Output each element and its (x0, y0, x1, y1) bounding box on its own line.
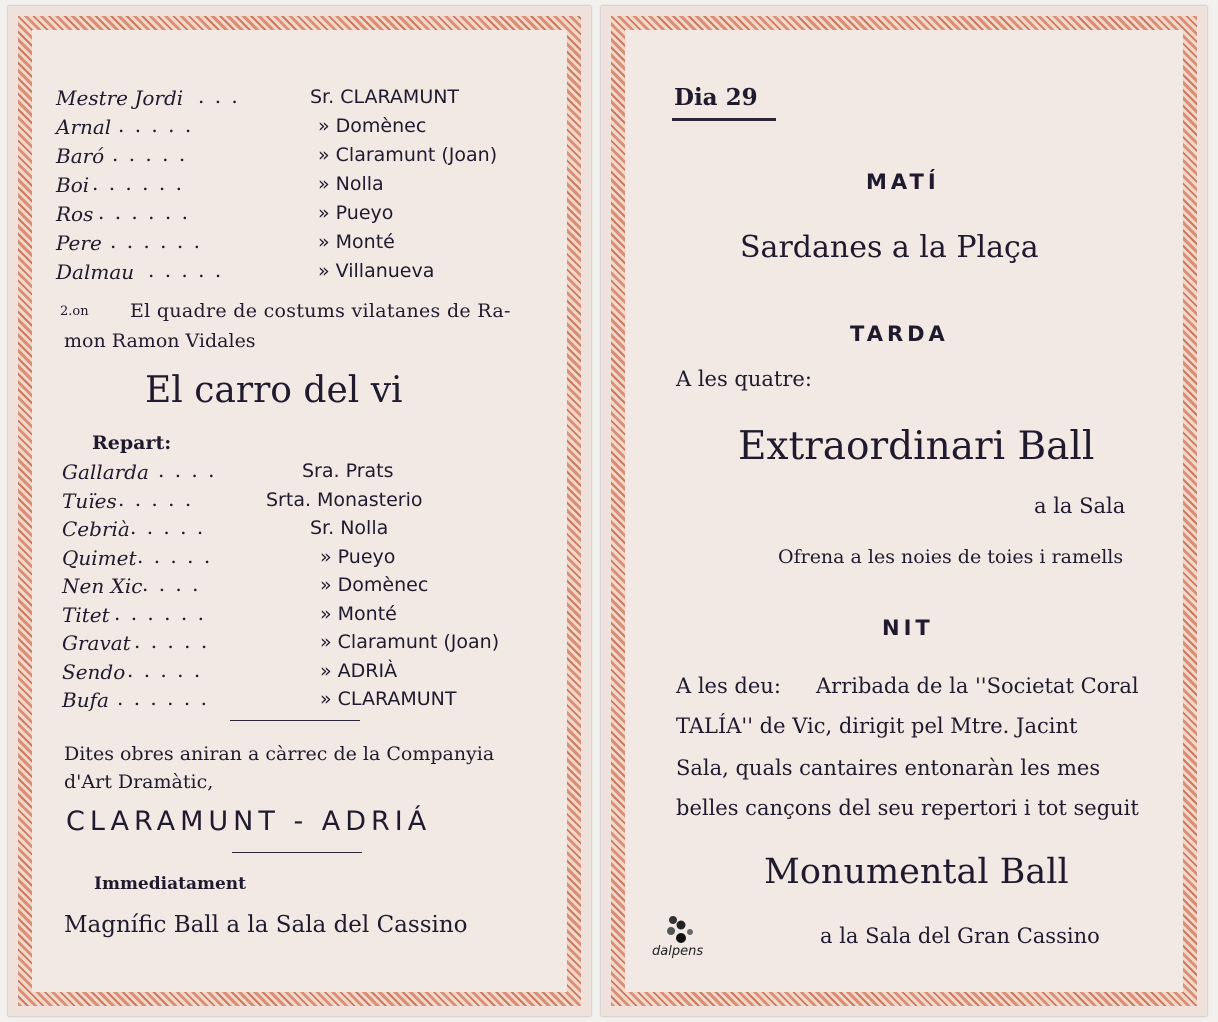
cast-role: Baró (56, 144, 105, 168)
nit-heading: NIT (882, 616, 934, 640)
cast-actor: » Domènec (318, 115, 427, 137)
cast-actor: Sr. Nolla (310, 517, 389, 539)
company-line-1: Dites obres aniran a càrrec de la Companyia (64, 743, 495, 765)
deu-line-1: Arribada de la ''Societat Coral (816, 674, 1139, 698)
cast-actor: » Monté (320, 602, 397, 625)
second-number: 2.on (60, 304, 89, 319)
sardanes-line: Sardanes a la Plaça (740, 230, 1039, 265)
cast-role: Gravat (62, 631, 131, 655)
cast-actor: Sra. Prats (302, 460, 394, 482)
cast-role: Nen Xic (62, 574, 143, 598)
leader-dots: . . . . . . (117, 686, 209, 710)
cast-role: Quimet (62, 545, 137, 570)
cast-role: Sendo (62, 659, 126, 684)
divider-rule (232, 852, 362, 853)
mati-heading: MATÍ (866, 170, 940, 194)
cast-actor: Sr. CLARAMUNT (310, 86, 460, 108)
divider-rule (230, 720, 360, 721)
deu-line-4: belles cançons del seu repertori i tot seguit (676, 796, 1139, 820)
cast-role: Ros (56, 202, 94, 226)
watermark-text: dalpens (652, 944, 704, 959)
tarda-heading: TARDA (850, 322, 949, 346)
cast-role: Gallarda (62, 460, 149, 484)
leader-dots: . . . . (158, 458, 217, 482)
cast-actor: » Domènec (320, 574, 429, 596)
extra-ball-title: Extraordinari Ball (738, 424, 1095, 469)
leader-dots: . . . . . (118, 486, 194, 511)
company-name: CLARAMUNT - ADRIÁ (66, 806, 432, 837)
leader-dots: . . . . . . (114, 600, 206, 625)
gran-cassino-line: a la Sala del Gran Cassino (820, 924, 1100, 948)
cast-role: Boi (56, 173, 90, 197)
cast-actor: » Monté (318, 231, 395, 253)
cast-role: Dalmau (56, 260, 135, 284)
leader-dots: . . . . . (137, 543, 213, 568)
second-line-2: mon Ramon Vidales (64, 330, 256, 352)
leader-dots: . . . . . . (110, 229, 202, 253)
cast-role: Bufa (62, 688, 109, 712)
cast-role: Mestre Jordi (56, 86, 184, 110)
cast-actor: » Nolla (318, 173, 384, 195)
quatre-label: A les quatre: (676, 367, 812, 391)
leader-dots: . . . . . (112, 142, 188, 166)
leader-dots: . . . . . . (98, 200, 190, 224)
monumental-ball-title: Monumental Ball (764, 852, 1069, 892)
a-la-sala: a la Sala (1034, 494, 1126, 518)
cast-actor: » Pueyo (318, 202, 394, 224)
deu-line-3: Sala, quals cantaires entonaràn les mes (676, 756, 1101, 780)
cast-actor: » CLARAMUNT (320, 688, 457, 710)
day-heading: Dia 29 (674, 84, 758, 111)
cast-role: Pere (56, 231, 102, 255)
cast-actor: » ADRIÀ (320, 659, 398, 682)
leader-dots: . . . . . (130, 515, 206, 539)
leader-dots: . . . . . (118, 113, 194, 137)
cast-role: Tuïes (62, 488, 117, 513)
deu-label: A les deu: (676, 674, 781, 698)
cast-actor: Srta. Monasterio (266, 488, 423, 511)
company-line-2: d'Art Dramàtic, (64, 771, 214, 793)
cast-actor: » Pueyo (320, 545, 396, 568)
cast-actor: » Villanueva (318, 260, 435, 282)
immediately-label: Immediatament (94, 874, 246, 894)
leader-dots: . . . . . . (92, 171, 184, 195)
leader-dots: . . . . (142, 572, 201, 596)
day-underline (672, 118, 776, 121)
cast-role: Titet (62, 602, 110, 627)
leader-dots: . . . . . (127, 657, 203, 682)
leader-dots: . . . . . (134, 629, 210, 653)
cast-role: Cebrià (62, 517, 130, 541)
cast-actor: » Claramunt (Joan) (318, 144, 498, 166)
play-title: El carro del vi (145, 370, 403, 411)
ball-line: Magnífic Ball a la Sala del Cassino (64, 912, 468, 938)
leader-dots: . . . . . (148, 258, 224, 282)
deu-line-2: TALÍA'' de Vic, dirigit pel Mtre. Jacint (676, 714, 1078, 738)
ofrena-line: Ofrena a les noies de toies i ramells (778, 546, 1124, 568)
cast-role: Arnal (56, 115, 112, 139)
repart-label: Repart: (92, 432, 172, 454)
cast-actor: » Claramunt (Joan) (320, 631, 500, 653)
second-line-1: El quadre de costums vilatanes de Ra- (130, 300, 511, 322)
leader-dots: . . . (198, 84, 240, 108)
